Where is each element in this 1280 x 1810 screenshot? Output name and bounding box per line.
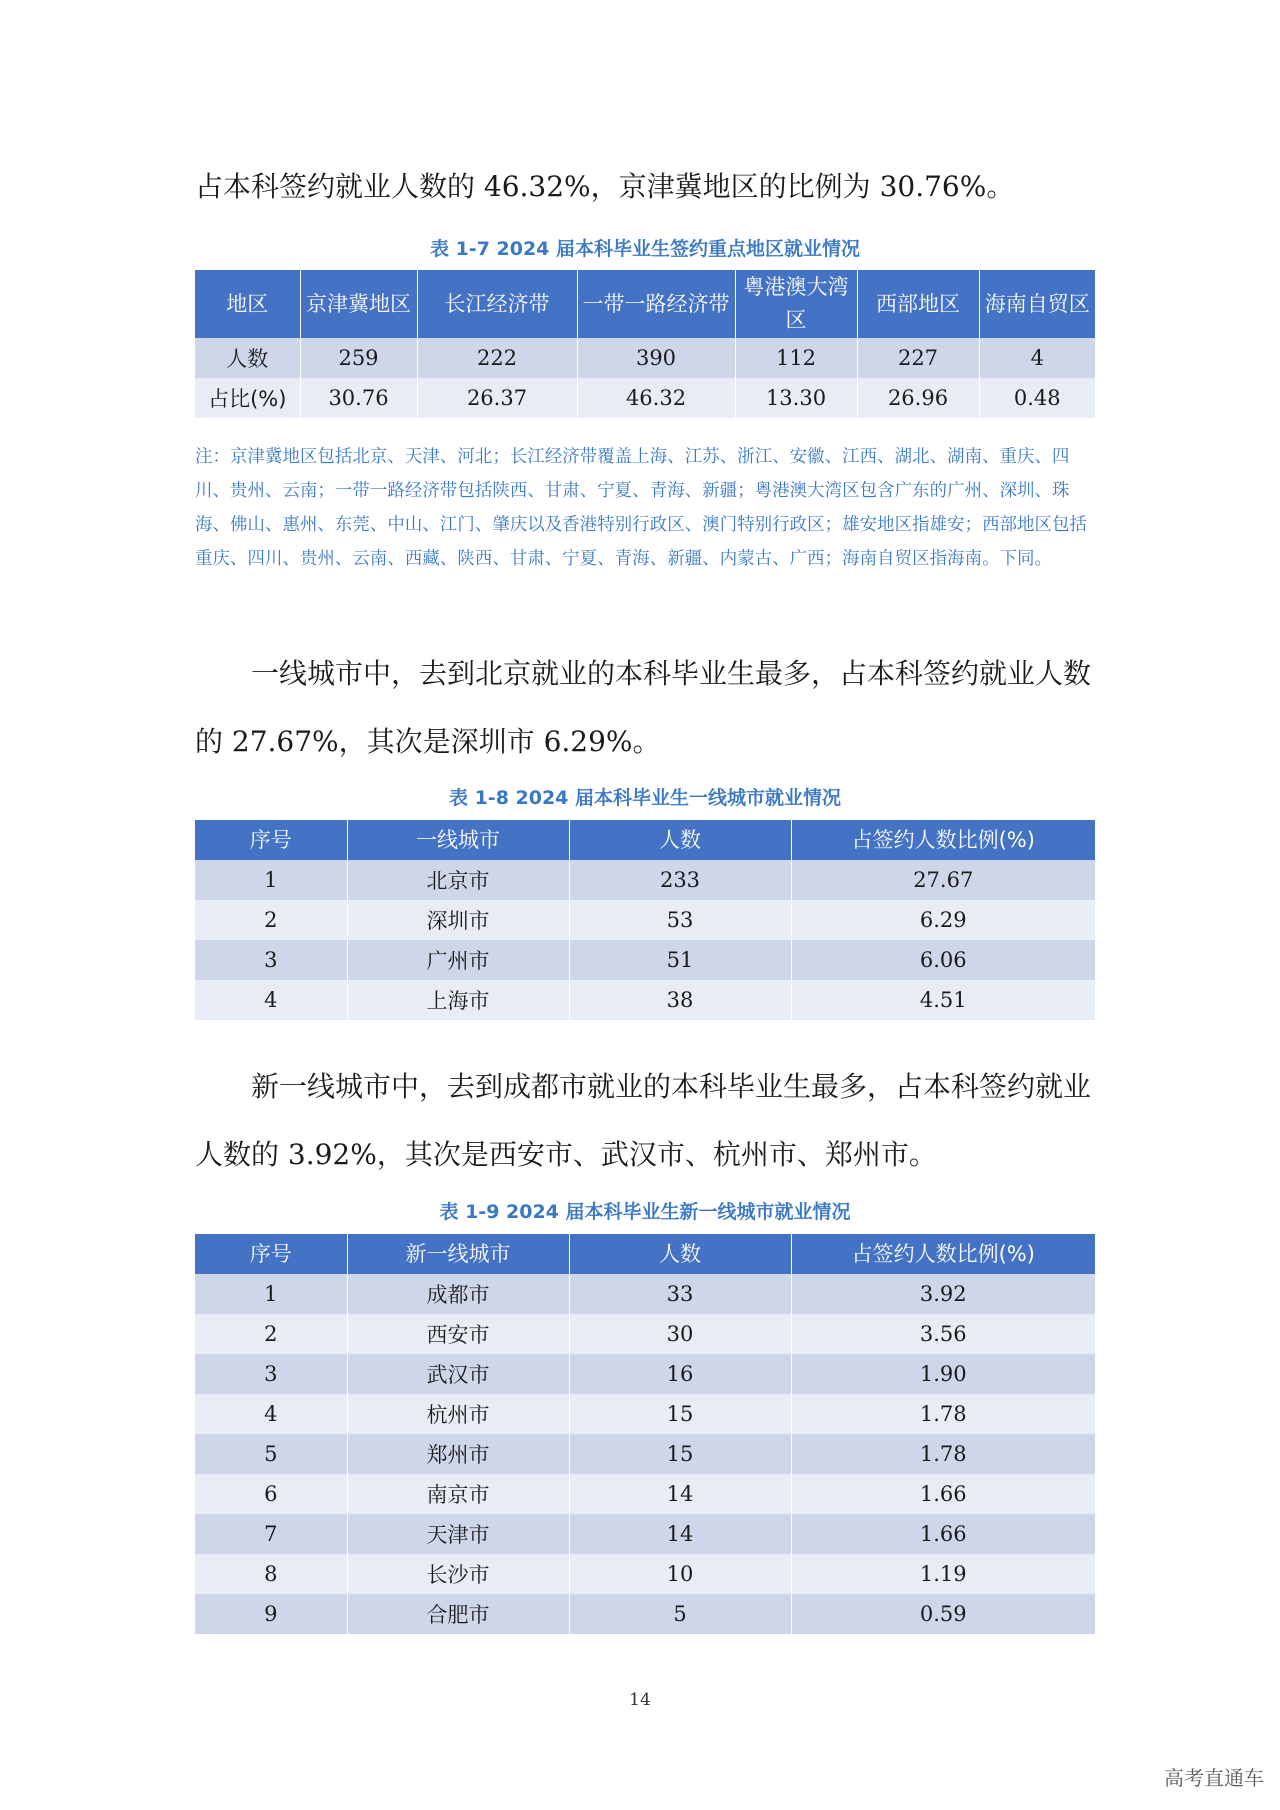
table-1-7-key-regions [195, 270, 1095, 418]
table-cell: 1 [195, 860, 347, 900]
table-cell: 1.19 [791, 1554, 1095, 1594]
table-cell: 5 [569, 1594, 791, 1634]
table-row [195, 1274, 1095, 1314]
table-1-9-new-tier1-cities [195, 1234, 1095, 1634]
table-cell: 武汉市 [347, 1354, 569, 1394]
table-cell: 1.66 [791, 1474, 1095, 1514]
table-cell: 15 [569, 1394, 791, 1434]
paragraph-region-summary: 占本科签约就业人数的 46.32%，京津冀地区的比例为 30.76%。 [195, 170, 1015, 203]
table-cell: 4 [195, 1394, 347, 1434]
table-row [195, 940, 1095, 980]
watermark-text: 高考直通车 [1164, 1766, 1264, 1790]
page-number: 14 [629, 1690, 651, 1710]
paragraph-new-tier1-text: 新一线城市中，去到成都市就业的本科毕业生最多，占本科签约就业人数的 3.92%，其次是西安市、武汉市、杭州市、郑州市。 [195, 1070, 1092, 1171]
table-cell: 0.59 [791, 1594, 1095, 1634]
table-header-row [195, 1234, 1095, 1274]
table-cell: 4 [195, 980, 347, 1020]
paragraph-tier1-text: 一线城市中，去到北京就业的本科毕业生最多，占本科签约就业人数的 27.67%，其次是深圳市 6.29%。 [195, 657, 1092, 758]
column-header: 人数 [569, 1234, 791, 1274]
table-row [195, 1394, 1095, 1434]
table-cell: 长沙市 [347, 1554, 569, 1594]
column-header: 占签约人数比例(%) [791, 820, 1095, 860]
table-cell: 227 [857, 338, 979, 378]
column-header: 京津冀地区 [300, 270, 417, 338]
table-cell: 人数 [195, 338, 300, 378]
table-cell: 30 [569, 1314, 791, 1354]
table-cell: 112 [735, 338, 857, 378]
table-row [195, 1354, 1095, 1394]
column-header: 序号 [195, 820, 347, 860]
table-cell: 30.76 [300, 378, 417, 418]
table-cell: 上海市 [347, 980, 569, 1020]
table-cell: 成都市 [347, 1274, 569, 1314]
table-cell: 1.78 [791, 1394, 1095, 1434]
table-cell: 2 [195, 900, 347, 940]
table-cell: 15 [569, 1434, 791, 1474]
table-cell: 7 [195, 1514, 347, 1554]
column-header: 新一线城市 [347, 1234, 569, 1274]
table-1-7-caption: 表 1-7 2024 届本科毕业生签约重点地区就业情况 [429, 238, 861, 260]
table-cell: 6.29 [791, 900, 1095, 940]
table-cell: 深圳市 [347, 900, 569, 940]
table-cell: 26.37 [417, 378, 577, 418]
table-cell: 4 [979, 338, 1095, 378]
table-cell: 西安市 [347, 1314, 569, 1354]
table-cell: 0.48 [979, 378, 1095, 418]
table-cell: 222 [417, 338, 577, 378]
table-cell: 14 [569, 1514, 791, 1554]
table-cell: 3 [195, 1354, 347, 1394]
table-cell: 10 [569, 1554, 791, 1594]
table-row [195, 1514, 1095, 1554]
table-cell: 46.32 [577, 378, 735, 418]
column-header: 序号 [195, 1234, 347, 1274]
table-cell: 北京市 [347, 860, 569, 900]
table-cell: 390 [577, 338, 735, 378]
table-row [195, 1594, 1095, 1634]
paragraph-new-tier1-cities [195, 1053, 1095, 1189]
table-row [195, 338, 1095, 378]
table-row [195, 1314, 1095, 1354]
table-row [195, 1474, 1095, 1514]
column-header: 一带一路经济带 [577, 270, 735, 338]
table-cell: 3.92 [791, 1274, 1095, 1314]
table-cell: 16 [569, 1354, 791, 1394]
column-header: 长江经济带 [417, 270, 577, 338]
table-1-9-caption: 表 1-9 2024 届本科毕业生新一线城市就业情况 [439, 1201, 851, 1223]
table-cell: 1 [195, 1274, 347, 1314]
table-1-8-caption: 表 1-8 2024 届本科毕业生一线城市就业情况 [448, 787, 842, 809]
table-row [195, 378, 1095, 418]
table-cell: 6 [195, 1474, 347, 1514]
table-row [195, 900, 1095, 940]
table-cell: 1.78 [791, 1434, 1095, 1474]
table-cell: 4.51 [791, 980, 1095, 1020]
column-header: 地区 [195, 270, 300, 338]
table-cell: 2 [195, 1314, 347, 1354]
table-cell: 233 [569, 860, 791, 900]
table-header-row [195, 270, 1095, 338]
table-cell: 5 [195, 1434, 347, 1474]
table-1-7-footnote: 注：京津冀地区包括北京、天津、河北；长江经济带覆盖上海、江苏、浙江、安徽、江西、湖北、湖南、重庆、四川、贵州、云南；一带一路经济带包括陕西、甘肃、宁夏、青海、新疆；粤港澳大湾区包含广东的广州、深圳、珠海、佛山、惠州、东莞、中山、江门、肇庆以及香港特别行政区、澳门特别行政区；雄安地区指雄安；西部地区包括重庆、四川、贵州、云南、西藏、陕西、甘肃、宁夏、青海、新疆、内蒙古、广西；海南自贸区指海南。下同。 [195, 447, 1088, 569]
table-cell: 9 [195, 1594, 347, 1634]
column-header: 西部地区 [857, 270, 979, 338]
table-cell: 53 [569, 900, 791, 940]
table-cell: 天津市 [347, 1514, 569, 1554]
table-cell: 3.56 [791, 1314, 1095, 1354]
table-row [195, 980, 1095, 1020]
table-cell: 广州市 [347, 940, 569, 980]
table-cell: 6.06 [791, 940, 1095, 980]
table-cell: 27.67 [791, 860, 1095, 900]
column-header: 粤港澳大湾区 [735, 270, 857, 338]
column-header: 人数 [569, 820, 791, 860]
table-cell: 郑州市 [347, 1434, 569, 1474]
table-cell: 杭州市 [347, 1394, 569, 1434]
table-header-row [195, 820, 1095, 860]
table-row [195, 860, 1095, 900]
column-header: 占签约人数比例(%) [791, 1234, 1095, 1274]
table-cell: 1.66 [791, 1514, 1095, 1554]
table-cell: 合肥市 [347, 1594, 569, 1634]
paragraph-tier1-cities [195, 640, 1095, 776]
column-header: 海南自贸区 [979, 270, 1095, 338]
table-cell: 259 [300, 338, 417, 378]
column-header: 一线城市 [347, 820, 569, 860]
table-cell: 13.30 [735, 378, 857, 418]
table-cell: 51 [569, 940, 791, 980]
table-cell: 南京市 [347, 1474, 569, 1514]
table-cell: 8 [195, 1554, 347, 1594]
table-cell: 33 [569, 1274, 791, 1314]
table-cell: 14 [569, 1474, 791, 1514]
table-cell: 38 [569, 980, 791, 1020]
table-cell: 1.90 [791, 1354, 1095, 1394]
table-cell: 占比(%) [195, 378, 300, 418]
table-cell: 26.96 [857, 378, 979, 418]
table-1-8-tier1-cities [195, 820, 1095, 1020]
table-row [195, 1554, 1095, 1594]
table-row [195, 1434, 1095, 1474]
table-cell: 3 [195, 940, 347, 980]
